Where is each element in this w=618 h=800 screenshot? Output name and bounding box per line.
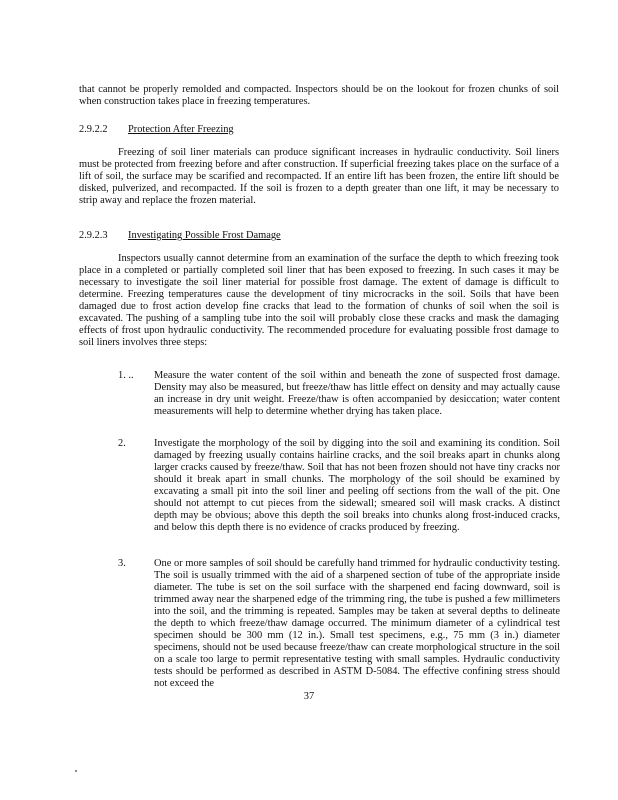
protection-paragraph: Freezing of soil liner materials can produce significant increases in hydraulic conductivity. Soil liners must be protected from freezing before and after construction. If superficial freezing takes place on the surface of a lift of soil, the surface may be scarified and recompacted. If an entire lift has been frozen, the entire lift should be disked, pulverized, and recompacted. If the soil is frozen to a depth greater than one lift, it may be necessary to strip away and replace the frozen material. xyxy=(79,147,559,206)
step-item-3 xyxy=(118,558,560,690)
section-title: Protection After Freezing xyxy=(128,124,234,135)
step-marker: 2. xyxy=(118,438,126,449)
section-number: 2.9.2.2 xyxy=(79,124,108,135)
section-heading-investigating xyxy=(79,230,281,242)
step-text: One or more samples of soil should be carefully hand trimmed for hydraulic conductivity testing. The soil is usually trimmed with the aid of a sharpened section of tube of the appropriate inside diameter. The tube is set on the soil surface with the sharpened end facing downward, soil is trimmed away near the sharpened edge of the trimming ring, the tube is pushed a few millimeters into the soil, and the trimming is repeated. Samples may be taken at several depths to delineate the depth to which freeze/thaw damage occurred. The minimum diameter of a cylindrical test specimen should be 300 mm (12 in.). Small test specimens, e.g., 75 mm (3 in.) diameter specimens, should not be used because freeze/thaw can create morphological structure in the soil on a scale too large to permit representative testing with small samples. Hydraulic conductivity tests should be performed as described in ASTM D-5084. The effective confining stress should not exceed the xyxy=(154,558,560,689)
step-text: Investigate the morphology of the soil by digging into the soil and examining its condition. Soil damaged by freezing usually contains hairline cracks, and the soil breaks apart in chunks along larger cracks caused by freeze/thaw. Soil that has not been frozen should not have tiny cracks nor should it break apart in small chunks. The morphology of the soil should be examined by excavating a small pit into the soil liner and peeling off sections from the wall of the pit. One should not attempt to cut pieces from the sidewall; smeared soil will mask cracks. A distinct depth may be obvious; above this depth the soil breaks into chunks along frost-induced cracks, and below this depth there is no evidence of cracks produced by freezing. xyxy=(154,438,560,533)
section-title: Investigating Possible Frost Damage xyxy=(128,230,281,241)
section-number: 2.9.2.3 xyxy=(79,230,108,241)
scan-speck xyxy=(75,770,77,772)
step-marker: 1. .. xyxy=(118,370,134,381)
step-text: Measure the water content of the soil within and beneath the zone of suspected frost damage. Density may also be measured, but freeze/thaw has little effect on density and may actually cause an increase in dry unit weight. Freeze/thaw is often accompanied by desiccation; water content measurements will help to determine whether drying has taken place. xyxy=(154,370,560,417)
step-marker: 3. xyxy=(118,558,126,569)
section-heading-protection xyxy=(79,124,234,136)
intro-paragraph: that cannot be properly remolded and compacted. Inspectors should be on the lookout for frozen chunks of soil when construction takes place in freezing temperatures. xyxy=(79,84,559,107)
step-item-1 xyxy=(118,370,560,418)
step-item-2 xyxy=(118,438,560,534)
page-number: 37 xyxy=(303,691,315,702)
investigating-paragraph: Inspectors usually cannot determine from an examination of the surface the depth to which freezing took place in a completed or partially completed soil liner that has been exposed to freezing. In such cases it may be necessary to investigate the soil liner material for possible frost damage. The extent of damage is difficult to determine. Freezing temperatures cause the development of tiny microcracks in the soil. Soils that have been damaged due to frost action develop fine cracks that lead to the formation of chunks of soil when the soil is excavated. The pushing of a sampling tube into the soil will probably close these cracks and mask the damaging effects of frost upon hydraulic conductivity. The recommended procedure for evaluating possible frost damage to soil liners involves three steps: xyxy=(79,253,559,348)
